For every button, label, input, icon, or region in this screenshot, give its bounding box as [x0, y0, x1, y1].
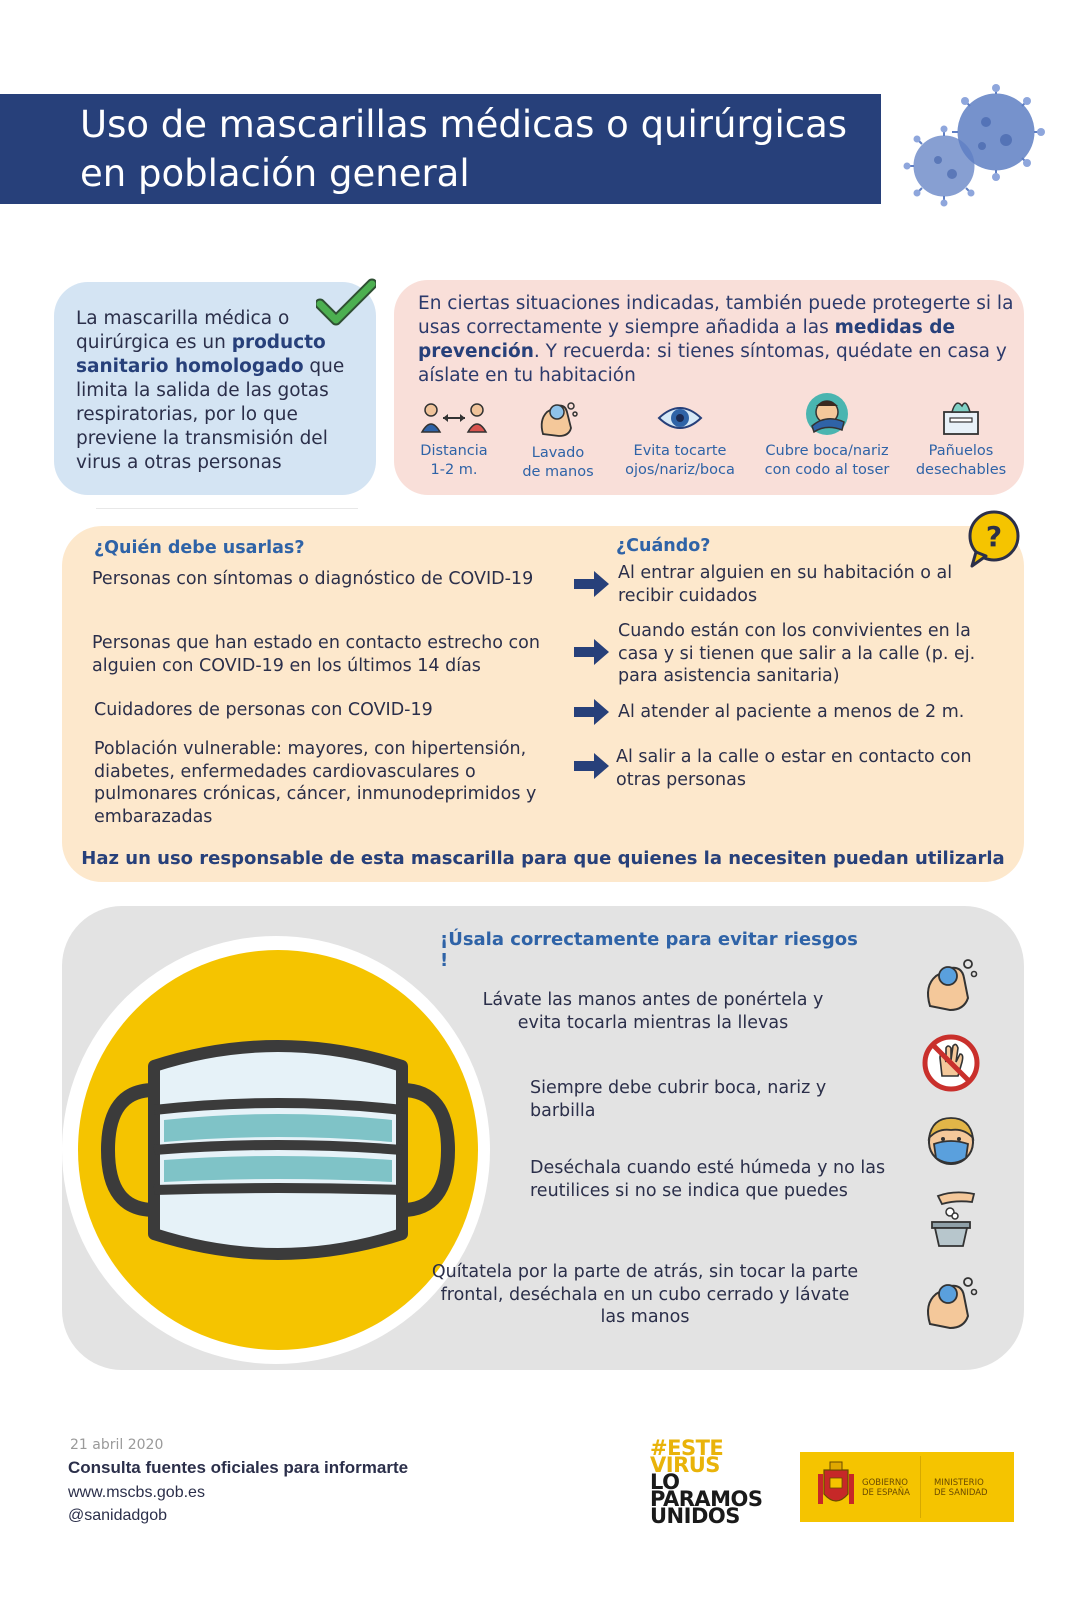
divider [96, 508, 358, 509]
distance-icon [419, 400, 489, 436]
arrow-right-icon [574, 570, 610, 598]
measure-label: ojos/nariz/boca [625, 462, 735, 478]
who-item: Personas con síntomas o diagnóstico de COVID-19 [92, 569, 534, 589]
title-line-1: Uso de mascarillas médicas o quirúrgicas [80, 103, 848, 146]
usage-step: Siempre debe cubrir boca, nariz y barbilla [530, 1078, 827, 1121]
gov-label-line: GOBIERNO [862, 1478, 908, 1488]
who-title: ¿Quién debe usarlas? [94, 538, 305, 558]
measure-label: Lavado [531, 445, 585, 461]
slogan-line: UNIDOS [650, 1504, 740, 1528]
measure-label: Evita tocarte [633, 443, 727, 459]
measure-label: de manos [522, 464, 594, 480]
measure-label: desechables [915, 462, 1007, 478]
dispose-bin-icon [920, 1188, 982, 1250]
gov-label-line: MINISTERIO [934, 1478, 984, 1488]
slogan-line: PARAMOS [650, 1487, 763, 1511]
measure-label: Distancia [420, 443, 488, 459]
arrow-right-icon [574, 638, 610, 666]
gov-label-line: DE ESPAÑA [862, 1488, 910, 1498]
measure-distance [404, 400, 504, 480]
when-title: ¿Cuándo? [616, 536, 711, 556]
tissues-icon [940, 396, 982, 436]
svg-text:?: ? [985, 520, 1003, 553]
when-item: Al salir a la calle o estar en contacto con otras personas [616, 747, 972, 790]
eye-icon [655, 400, 705, 436]
prevention-text-part: . Y recuerda: si tienes síntomas, quédate en casa y aíslate en tu habitación [418, 341, 1007, 386]
ministry-label [934, 1478, 988, 1498]
who-item: Cuidadores de personas con COVID-19 [94, 700, 433, 720]
checkmark-icon [316, 278, 376, 326]
slogan-logo [650, 1436, 790, 1528]
masked-face-icon [920, 1112, 982, 1174]
usage-step: Deséchala cuando esté húmeda y no las reutilices si no se indica que puedes [530, 1158, 886, 1201]
coronavirus-icon [898, 80, 1058, 215]
date: 21 abril 2020 [70, 1437, 164, 1453]
divider [920, 1456, 921, 1518]
page-title [80, 100, 880, 198]
measure-cough [752, 392, 902, 480]
measure-label: con codo al toser [764, 462, 890, 478]
usage-step: Lávate las manos antes de ponértela y evita tocarla mientras la llevas [482, 990, 824, 1033]
handwash-icon [920, 952, 982, 1014]
intro-text-bold: producto sanitario homologado [76, 332, 326, 377]
responsible-use-note: Haz un uso responsable de esta mascarilla para que quienes la necesiten puedan utilizarla [81, 848, 1005, 869]
who-item: Población vulnerable: mayores, con hipertensión, diabetes, enfermedades cardiovasculares o pulmonares crónicas, cáncer, inmunodeprimidos y embarazadas [94, 739, 537, 827]
measure-label: 1-2 m. [430, 462, 478, 478]
who-item: Personas que han estado en contacto estrecho con alguien con COVID-19 en los últimos 14 días [92, 633, 540, 676]
coat-of-arms-icon [816, 1460, 856, 1514]
gov-label-line: DE SANIDAD [934, 1488, 988, 1498]
handwash-icon [920, 1270, 982, 1332]
when-item: Al entrar alguien en su habitación o al recibir cuidados [618, 563, 953, 606]
prevention-text [418, 292, 1018, 388]
measure-label: Pañuelos [928, 443, 994, 459]
consult-note: Consulta fuentes oficiales para informarte [68, 1458, 409, 1477]
measure-eye [614, 400, 746, 480]
prevention-text-part: En ciertas situaciones indicadas, también puede protegerte si la usas correctamente y siempre añadida a las [418, 293, 1014, 338]
arrow-right-icon [574, 698, 610, 726]
measure-tissues [906, 396, 1016, 480]
intro-text [76, 307, 366, 475]
intro-text-part: La mascarilla médica o quirúrgica es un [76, 308, 290, 353]
slogan-line: #ESTE [650, 1436, 724, 1460]
website-link[interactable]: www.mscbs.gob.es [68, 1484, 205, 1501]
arrow-right-icon [574, 752, 610, 780]
handwash-icon [535, 398, 581, 438]
gov-spain-label [862, 1478, 910, 1498]
measure-label: Cubre boca/nariz [765, 443, 889, 459]
slogan-line: LO [650, 1470, 680, 1494]
measure-handwash [508, 398, 608, 482]
slogan-line: VIRUS [650, 1453, 720, 1477]
prevention-text-bold: medidas de prevención [418, 317, 956, 362]
cough-elbow-icon [804, 392, 850, 436]
title-line-2: en población general [80, 152, 470, 195]
intro-text-part: que limita la salida de las gotas respiratorias, por lo que previene la transmisión del virus a otras personas [76, 356, 345, 473]
question-bubble-icon [966, 510, 1022, 570]
no-touch-icon [920, 1032, 982, 1094]
twitter-handle[interactable]: @sanidadgob [68, 1507, 167, 1524]
usage-title: ¡Úsala correctamente para evitar riesgos ! [440, 929, 858, 971]
when-item: Al atender al paciente a menos de 2 m. [618, 702, 965, 722]
when-item: Cuando están con los convivientes en la casa y si tienen que salir a la calle (p. ej. para asistencia sanitaria) [618, 621, 976, 686]
usage-step: Quítatela por la parte de atrás, sin tocar la parte frontal, deséchala en un cubo cerrado y lávate las manos [431, 1262, 859, 1327]
